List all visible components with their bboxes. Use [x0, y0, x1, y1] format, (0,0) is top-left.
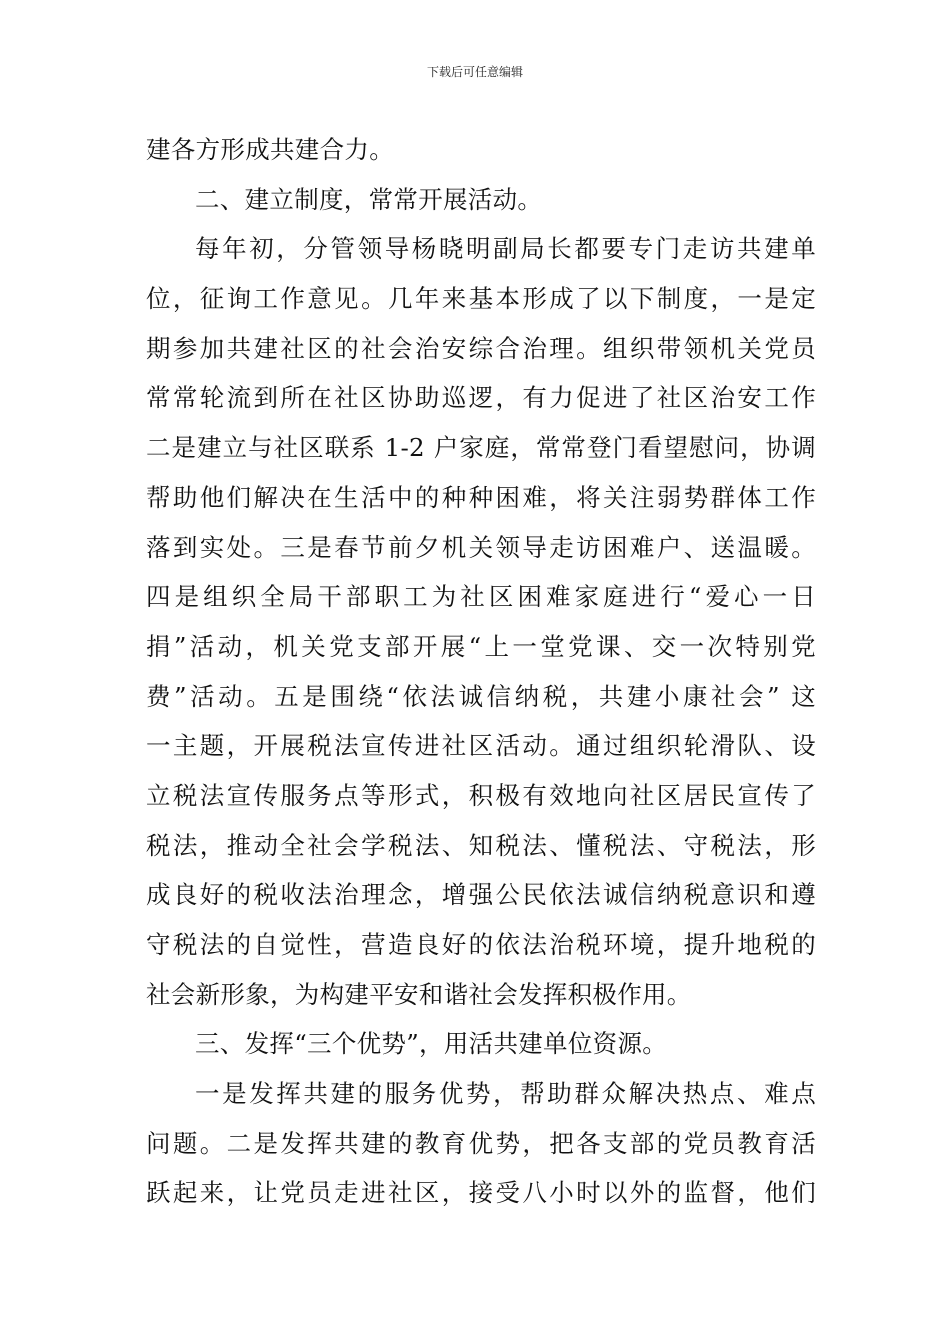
text-line: 一是发挥共建的服务优势，帮助群众解决热点、难点	[195, 1079, 816, 1109]
text-line: 捐”活动，机关党支部开展“上一堂党课、交一次特别党	[146, 631, 816, 661]
text-line: 社会新形象，为构建平安和谐社会发挥积极作用。	[146, 979, 692, 1009]
document-body	[146, 125, 816, 1218]
text-line: 常常轮流到所在社区协助巡逻，有力促进了社区治安工作	[146, 383, 816, 413]
text-line: 落到实处。三是春节前夕机关领导走访困难户、送温暖。	[146, 532, 816, 562]
text-line: 期参加共建社区的社会治安综合治理。组织带领机关党员	[146, 333, 816, 363]
text-line: 费”活动。五是围绕“依法诚信纳税，共建小康社会” 这	[146, 681, 816, 711]
text-line: 每年初，分管领导杨晓明副局长都要专门走访共建单	[195, 234, 816, 264]
text-line: 建各方形成共建合力。	[146, 135, 394, 164]
text-line: 帮助他们解决在生活中的种种困难，将关注弱势群体工作	[146, 482, 816, 512]
text-line: 二是建立与社区联系 1-2 户家庭，常常登门看望慰问，协调	[146, 433, 816, 463]
text-line: 问题。二是发挥共建的教育优势，把各支部的党员教育活	[146, 1128, 816, 1158]
text-line: 位，征询工作意见。几年来基本形成了以下制度，一是定	[146, 284, 816, 314]
text-line: 跃起来，让党员走进社区，接受八小时以外的监督，他们	[146, 1178, 816, 1208]
page-header: 下载后可任意编辑	[426, 65, 523, 79]
text-line: 四是组织全局干部职工为社区困难家庭进行“爱心一日	[146, 582, 816, 612]
text-line: 守税法的自觉性，营造良好的依法治税环境，提升地税的	[146, 930, 816, 959]
text-line: 立税法宣传服务点等形式，积极有效地向社区居民宣传了	[146, 780, 816, 810]
text-line: 税法，推动全社会学税法、知税法、懂税法、守税法，形	[146, 830, 816, 860]
section-heading: 二、建立制度，常常开展活动。	[195, 184, 543, 214]
section-heading: 三、发挥“三个优势”，用活共建单位资源。	[195, 1029, 668, 1059]
text-line: 成良好的税收法治理念，增强公民依法诚信纳税意识和遵	[146, 880, 816, 910]
text-line: 一主题，开展税法宣传进社区活动。通过组织轮滑队、设	[146, 731, 816, 761]
